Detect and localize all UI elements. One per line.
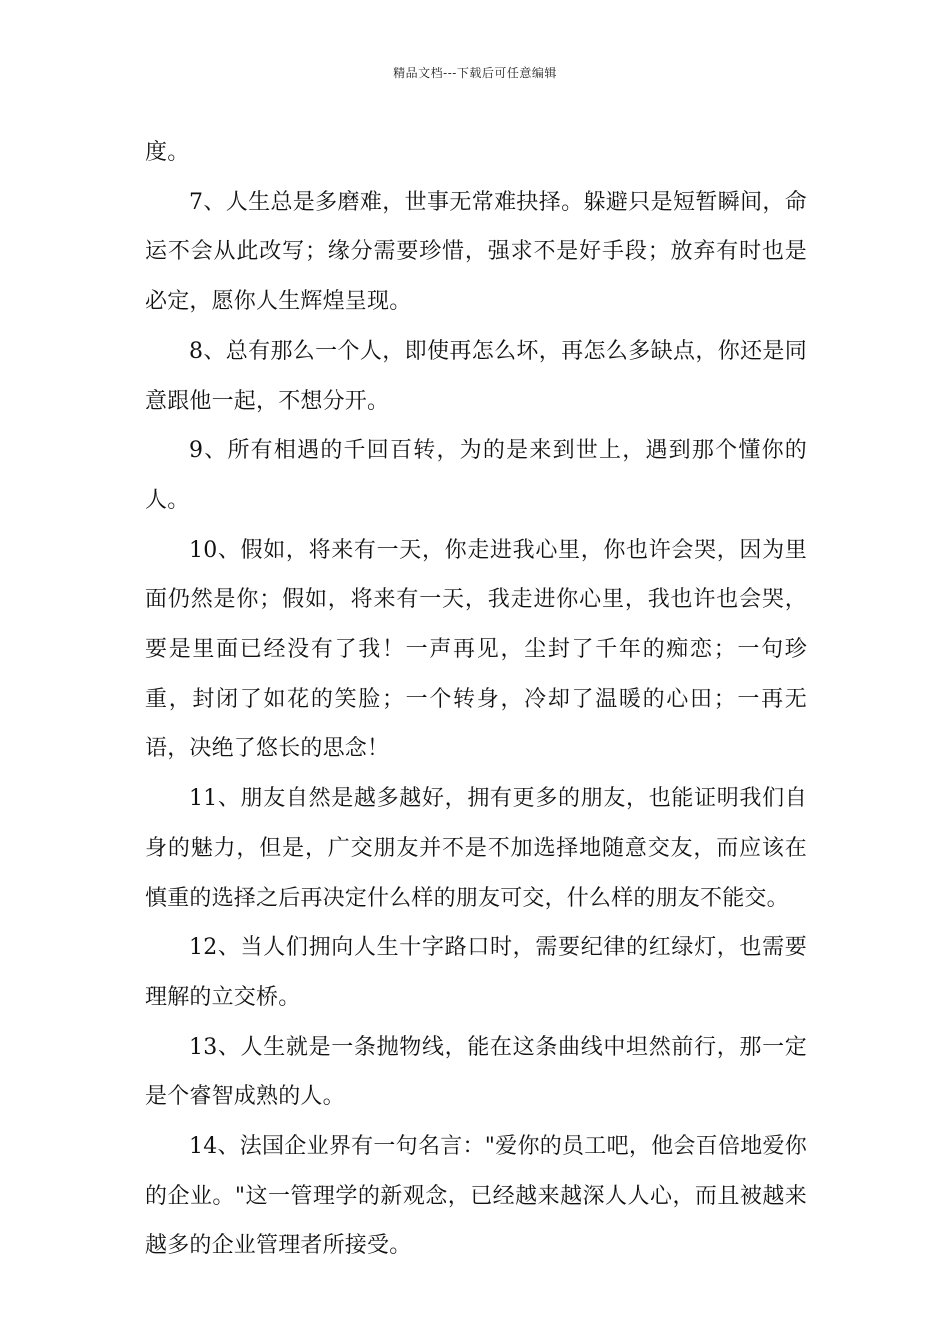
- document-body: [145, 128, 807, 1271]
- paragraph-item-7: 7、人生总是多磨难，世事无常难抉择。躲避只是短暂瞬间，命运不会从此改写；缘分需要珍惜，强求不是好手段；放弃有时也是必定，愿你人生辉煌呈现。: [145, 189, 807, 315]
- page-header: 精品文档---下载后可任意编辑: [393, 66, 557, 80]
- paragraph-item-10: 10、假如，将来有一天，你走进我心里，你也许会哭，因为里面仍然是你；假如，将来有一天，我走进你心里，我也许也会哭，要是里面已经没有了我！一声再见，尘封了千年的痴恋；一句珍重，封闭了如花的笑脸；一个转身，冷却了温暖的心田；一再无语，决绝了悠长的思念！: [145, 537, 807, 762]
- paragraph-item-14: 14、法国企业界有一句名言："爱你的员工吧，他会百倍地爱你的企业。"这一管理学的新观念，已经越来越深人人心，而且被越来越多的企业管理者所接受。: [145, 1134, 807, 1259]
- paragraph-item-9: 9、所有相遇的千回百转，为的是来到世上，遇到那个懂你的人。: [145, 438, 807, 513]
- paragraph-item-12: 12、当人们拥向人生十字路口时，需要纪律的红绿灯，也需要理解的立交桥。: [145, 935, 807, 1010]
- paragraph-continuation: 度。: [145, 140, 190, 165]
- paragraph-item-13: 13、人生就是一条抛物线，能在这条曲线中坦然前行，那一定是个睿智成熟的人。: [145, 1034, 807, 1110]
- paragraph-item-8: 8、总有那么一个人，即使再怎么坏，再怎么多缺点，你还是同意跟他一起，不想分开。: [145, 338, 807, 414]
- paragraph-item-11: 11、朋友自然是越多越好，拥有更多的朋友，也能证明我们自身的魅力，但是，广交朋友并不是不加选择地随意交友，而应该在慎重的选择之后再决定什么样的朋友可交，什么样的朋友不能交。: [145, 786, 807, 911]
